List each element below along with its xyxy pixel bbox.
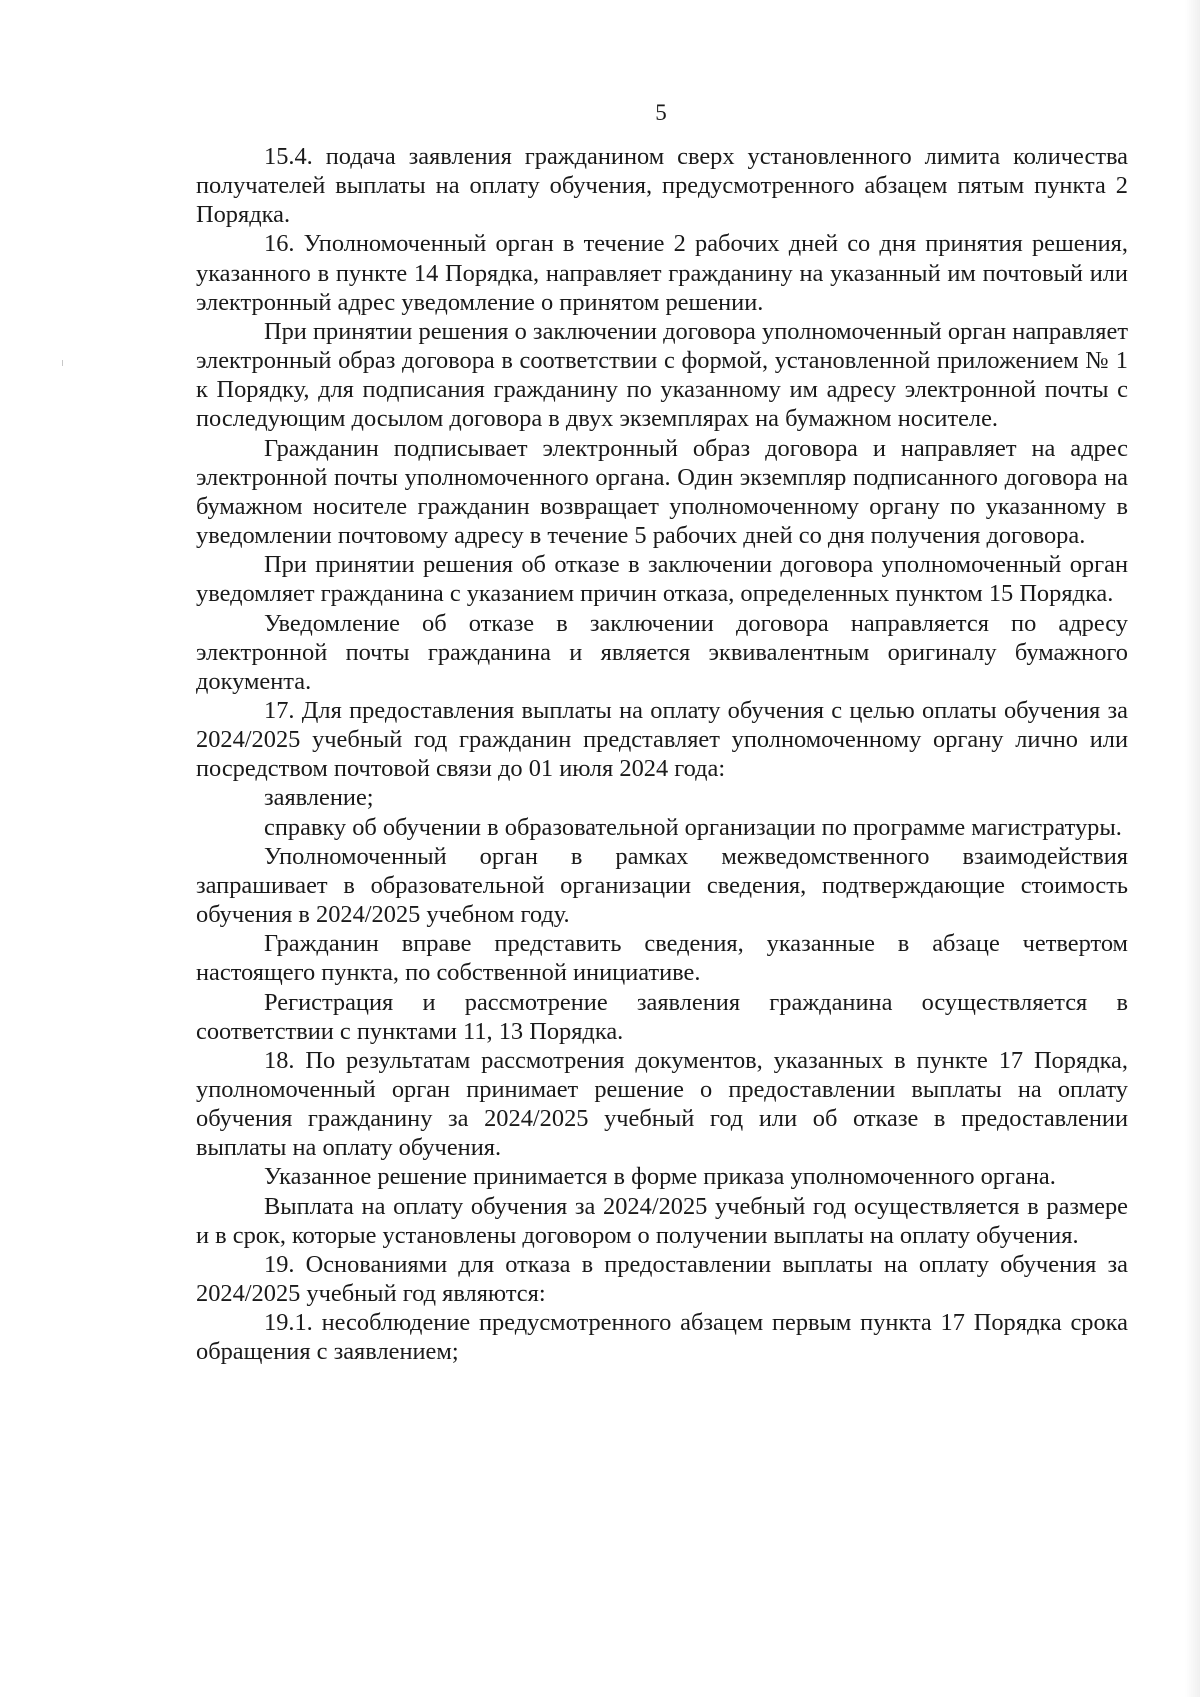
scan-mark <box>62 360 63 366</box>
paragraph-16-refusal-decision: При принятии решения об отказе в заключении договора уполномоченный орган уведомляет гражданина с указанием причин отказа, определенных пунктом 15 Порядка. <box>196 551 1128 608</box>
paragraph-16-citizen-signs: Гражданин подписывает электронный образ договора и направляет на адрес электронной почты уполномоченного органа. Один экземпляр подписанного договора на бумажном носителе гражданин возвращает уполномоченному органу по указанному в уведомлении почтовому адресу в течение 5 рабочих дней со дня получения договора. <box>196 434 1128 550</box>
page-number: 5 <box>655 100 667 125</box>
paragraph-19: 19. Основаниями для отказа в предоставлении выплаты на оплату обучения за 2024/2025 учебный год являются: <box>196 1250 1128 1308</box>
document-body <box>196 142 1128 1367</box>
paragraph-16-refusal-notice: Уведомление об отказе в заключении договора направляется по адресу электронной почты гражданина и является эквивалентным оригиналу бумажного документа. <box>196 609 1128 695</box>
paragraph-17-certificate: справку об обучении в образовательной организации по программе магистратуры. <box>264 813 1122 841</box>
paragraph-18-payment: Выплата на оплату обучения за 2024/2025 учебный год осуществляется в размере и в срок, которые установлены договором о получении выплаты на оплату обучения. <box>196 1192 1128 1249</box>
paragraph-17-registration: Регистрация и рассмотрение заявления гражданина осуществляется в соответствии с пунктами 11, 13 Порядка. <box>196 988 1128 1045</box>
paragraph-19-1: 19.1. несоблюдение предусмотренного абзацем первым пункта 17 Порядка срока обращения с заявлением; <box>196 1309 1128 1366</box>
paragraph-17-own-initiative: Гражданин вправе представить сведения, указанные в абзаце четвертом настоящего пункта, по собственной инициативе. <box>196 930 1128 987</box>
paragraph-15-4: 15.4. подача заявления гражданином сверх установленного лимита количества получателей выплаты на оплату обучения, предусмотренного абзацем пятым пункта 2 Порядка. <box>196 143 1128 229</box>
scan-edge-shadow <box>1185 0 1200 1697</box>
paragraph-18: 18. По результатам рассмотрения документов, указанных в пункте 17 Порядка, уполномоченный орган принимает решение о предоставлении выплаты на оплату обучения гражданину за 2024/2025 учебный год или об отказе в предоставлении выплаты на оплату обучения. <box>196 1046 1128 1162</box>
paragraph-16: 16. Уполномоченный орган в течение 2 рабочих дней со дня принятия решения, указанного в пункте 14 Порядка, направляет гражданину на указанный им почтовый или электронный адрес уведомление о принятом решении. <box>196 230 1128 316</box>
paragraph-17: 17. Для предоставления выплаты на оплату обучения с целью оплаты обучения за 2024/2025 учебный год гражданин представляет уполномоченному органу лично или посредством почтовой связи до 01 июля 2024 года: <box>196 696 1128 783</box>
paragraph-17-interagency-request: Уполномоченный орган в рамках межведомственного взаимодействия запрашивает в образовательной организации сведения, подтверждающие стоимость обучения в 2024/2025 учебном году. <box>196 842 1128 929</box>
paragraph-16-contract-decision: При принятии решения о заключении договора уполномоченный орган направляет электронный образ договора в соответствии с формой, установленной приложением № 1 к Порядку, для подписания гражданину по указанному им адресу электронной почты с последующим досылом договора в двух экземплярах на бумажном носителе. <box>196 317 1128 433</box>
paragraph-18-order-form: Указанное решение принимается в форме приказа уполномоченного органа. <box>264 1163 1056 1191</box>
paragraph-17-application: заявление; <box>264 784 374 812</box>
